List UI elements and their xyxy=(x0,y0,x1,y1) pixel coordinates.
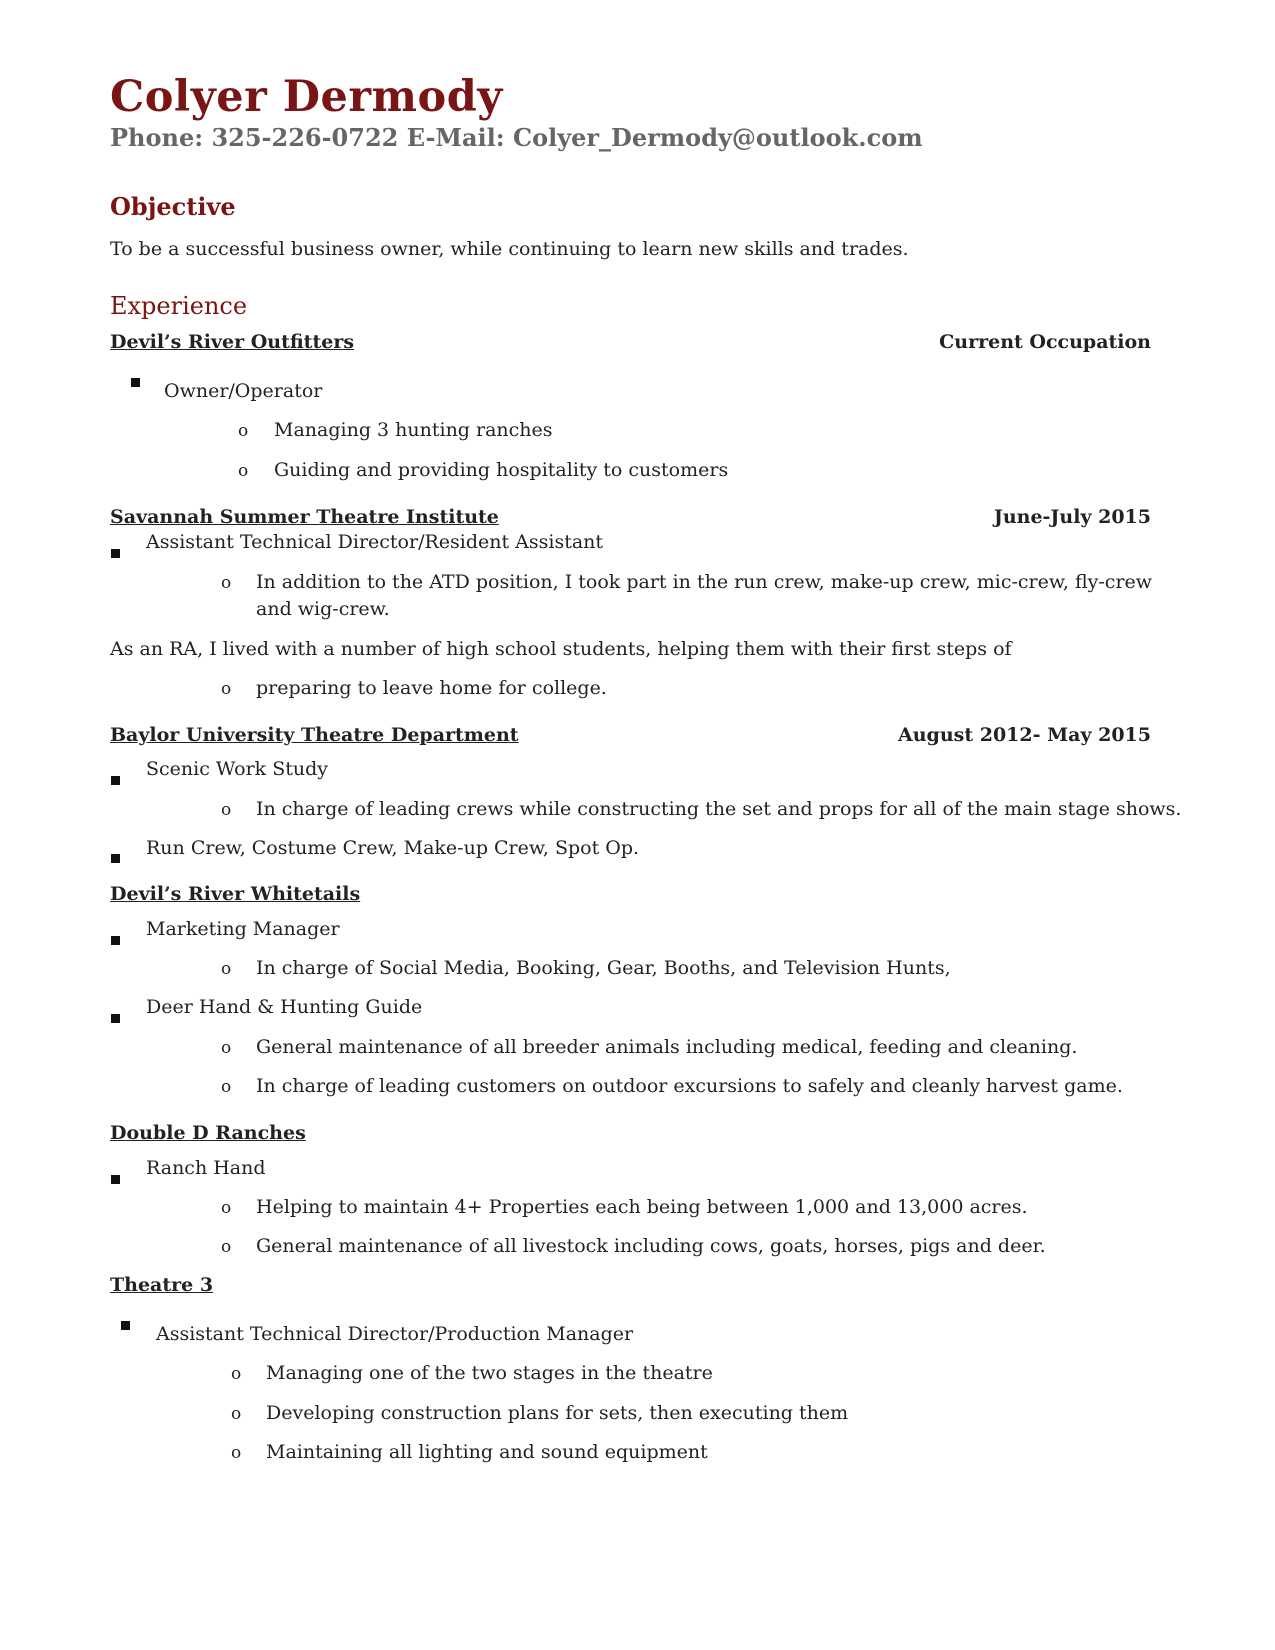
job-org-savannah: Savannah Summer Theatre Institute xyxy=(110,506,499,528)
circle-bullet-icon: o xyxy=(231,1443,242,1463)
job-org-theatre-3: Theatre 3 xyxy=(110,1274,214,1296)
job-org-double-d-ranches: Double D Ranches xyxy=(110,1122,306,1144)
square-bullet-icon xyxy=(121,1321,130,1330)
circle-bullet-icon: o xyxy=(221,1237,232,1257)
circle-bullet-icon: o xyxy=(221,1198,232,1218)
role-title: Deer Hand & Hunting Guide xyxy=(146,996,423,1018)
circle-bullet-icon: o xyxy=(221,679,232,699)
circle-bullet-icon: o xyxy=(221,959,232,979)
role-detail: preparing to leave home for college. xyxy=(256,677,607,699)
job-org-baylor: Baylor University Theatre Department xyxy=(110,724,519,746)
job-org-devils-river-whitetails: Devil’s River Whitetails xyxy=(110,883,361,905)
circle-bullet-icon: o xyxy=(221,1077,232,1097)
role-detail: In charge of leading customers on outdoor excursions to safely and cleanly harvest game. xyxy=(256,1075,1123,1097)
square-bullet-icon xyxy=(131,378,140,387)
role-detail: In charge of Social Media, Booking, Gear, Booths, and Television Hunts, xyxy=(256,957,951,979)
contact-line: Phone: 325-226-0722 E-Mail: Colyer_Dermody@outlook.com xyxy=(110,123,923,152)
role-title: Assistant Technical Director/Resident Assistant xyxy=(146,531,604,553)
circle-bullet-icon: o xyxy=(231,1404,242,1424)
role-detail: Maintaining all lighting and sound equipment xyxy=(266,1441,708,1463)
objective-heading: Objective xyxy=(110,192,236,221)
role-detail: General maintenance of all livestock including cows, goats, horses, pigs and deer. xyxy=(256,1235,1046,1257)
job-date-baylor: August 2012- May 2015 xyxy=(897,724,1151,746)
role-title: Scenic Work Study xyxy=(146,758,328,780)
role-title: Assistant Technical Director/Production Manager xyxy=(156,1323,634,1345)
job-org-devils-river-outfitters: Devil’s River Outfitters xyxy=(110,331,355,353)
job-date-savannah: June-July 2015 xyxy=(993,506,1151,528)
experience-heading: Experience xyxy=(110,292,248,320)
square-bullet-icon xyxy=(111,549,120,558)
role-detail: In addition to the ATD position, I took part in the run crew, make-up crew, mic-crew, fly-crew xyxy=(256,571,1153,593)
role-title: Run Crew, Costume Crew, Make-up Crew, Spot Op. xyxy=(146,837,640,859)
circle-bullet-icon: o xyxy=(221,800,232,820)
role-title: Owner/Operator xyxy=(164,380,323,402)
role-detail-continued: and wig-crew. xyxy=(256,598,390,620)
role-detail: General maintenance of all breeder animals including medical, feeding and cleaning. xyxy=(256,1036,1078,1058)
role-detail: In charge of leading crews while constructing the set and props for all of the main stage shows. xyxy=(256,798,1182,820)
circle-bullet-icon: o xyxy=(238,461,249,481)
square-bullet-icon xyxy=(111,776,120,785)
circle-bullet-icon: o xyxy=(238,421,249,441)
role-detail: Developing construction plans for sets, then executing them xyxy=(266,1402,849,1424)
square-bullet-icon xyxy=(111,936,120,945)
circle-bullet-icon: o xyxy=(221,573,232,593)
role-detail: Managing 3 hunting ranches xyxy=(274,419,553,441)
job-date-devils-river-outfitters: Current Occupation xyxy=(939,331,1151,353)
square-bullet-icon xyxy=(111,854,120,863)
role-detail: Helping to maintain 4+ Properties each being between 1,000 and 13,000 acres. xyxy=(256,1196,1028,1218)
objective-text: To be a successful business owner, while continuing to learn new skills and trades. xyxy=(110,238,909,260)
square-bullet-icon xyxy=(111,1175,120,1184)
job-note: As an RA, I lived with a number of high school students, helping them with their first steps of xyxy=(110,638,1012,660)
role-detail: Guiding and providing hospitality to customers xyxy=(274,459,729,481)
circle-bullet-icon: o xyxy=(221,1038,232,1058)
square-bullet-icon xyxy=(111,1014,120,1023)
candidate-name: Colyer Dermody xyxy=(110,72,503,122)
role-title: Ranch Hand xyxy=(146,1157,266,1179)
role-detail: Managing one of the two stages in the theatre xyxy=(266,1362,713,1384)
role-title: Marketing Manager xyxy=(146,918,340,940)
circle-bullet-icon: o xyxy=(231,1364,242,1384)
